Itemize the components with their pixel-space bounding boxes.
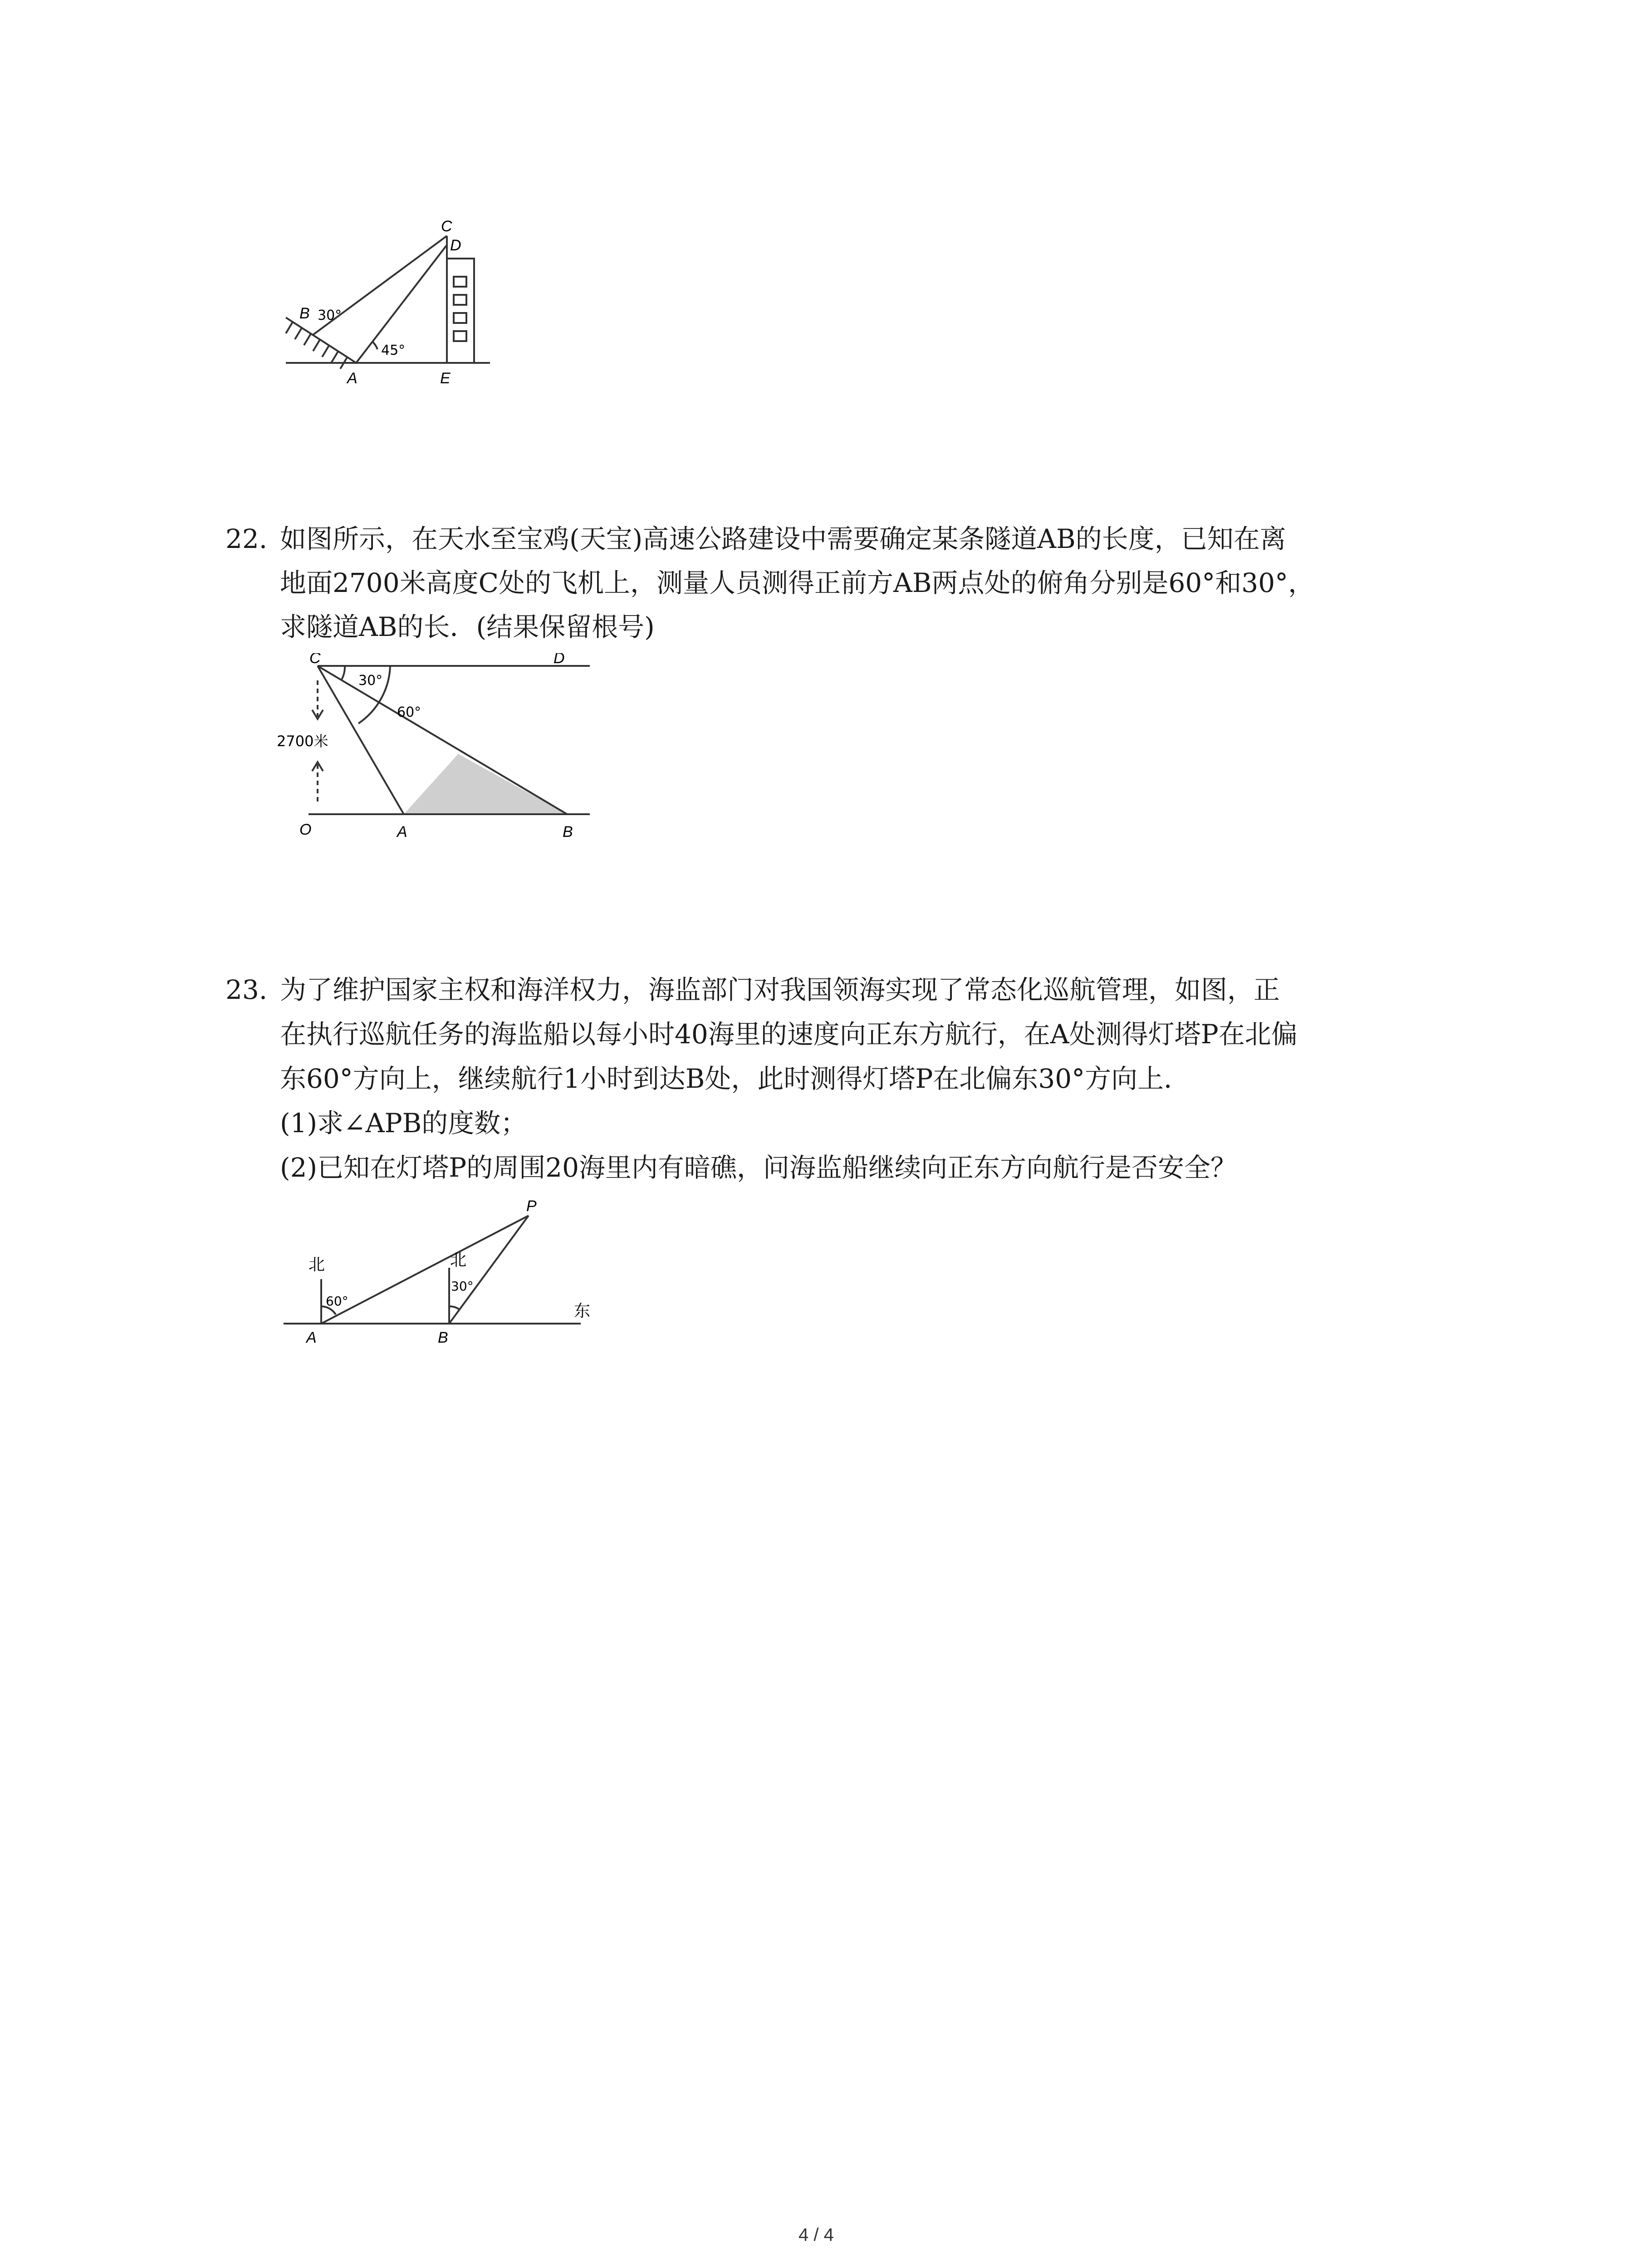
q22-text-line-3: 求隧道AB的长．(结果保留根号)	[280, 611, 655, 642]
q22-text-line-2: 地面2700米高度C处的飞机上，测量人员测得正前方AB两点处的俯角分别是60°和30°，	[280, 567, 1315, 598]
label-angle-30: 30°	[358, 673, 383, 689]
label-c: C	[309, 653, 321, 667]
q23-text-line-2: 在执行巡航任务的海监船以每小时40海里的速度向正东方航行，在A处测得灯塔P在北偏	[280, 1019, 1298, 1050]
figure-tunnel	[272, 653, 608, 844]
label-angle-30: 30°	[318, 308, 342, 323]
label-p: P	[526, 1198, 537, 1215]
label-height: 2700米	[277, 733, 328, 750]
label-east: 东	[574, 1302, 591, 1320]
q22-text-line-1: 如图所示，在天水至宝鸡(天宝)高速公路建设中需要确定某条隧道AB的长度，已知在离	[280, 523, 1286, 554]
q23-number: 23.	[225, 974, 268, 1005]
q23-text-line-1: 为了维护国家主权和海洋权力，海监部门对我国领海实现了常态化巡航管理，如图，正	[280, 974, 1280, 1005]
label-a: A	[347, 370, 358, 387]
label-b: B	[438, 1329, 448, 1346]
label-a: A	[397, 823, 407, 841]
label-north-b: 北	[450, 1251, 467, 1270]
q23-part-1: (1)求∠APB的度数；	[280, 1108, 527, 1139]
figure-building-elevation	[272, 213, 508, 395]
label-b: B	[563, 823, 573, 841]
q23-text-line-3: 东60°方向上，继续航行1小时到达B处，此时测得灯塔P在北偏东30°方向上．	[280, 1063, 1190, 1094]
label-north-a: 北	[309, 1256, 325, 1274]
label-angle-45: 45°	[381, 342, 406, 358]
label-angle-60: 60°	[326, 1294, 348, 1309]
figure-lighthouse	[272, 1198, 617, 1352]
label-e: E	[440, 370, 451, 387]
label-angle-30: 30°	[451, 1279, 474, 1294]
label-d: D	[554, 653, 565, 667]
label-o: O	[299, 821, 312, 838]
q22-number: 22.	[225, 523, 268, 554]
page-number: 4 / 4	[798, 2225, 834, 2245]
label-angle-60: 60°	[397, 704, 421, 720]
label-b: B	[299, 305, 310, 322]
q23-part-2: (2)已知在灯塔P的周围20海里内有暗礁，问海监船继续向正东方向航行是否安全？	[280, 1152, 1237, 1183]
label-a: A	[306, 1329, 317, 1346]
label-d: D	[450, 237, 461, 254]
label-c: C	[441, 218, 452, 235]
